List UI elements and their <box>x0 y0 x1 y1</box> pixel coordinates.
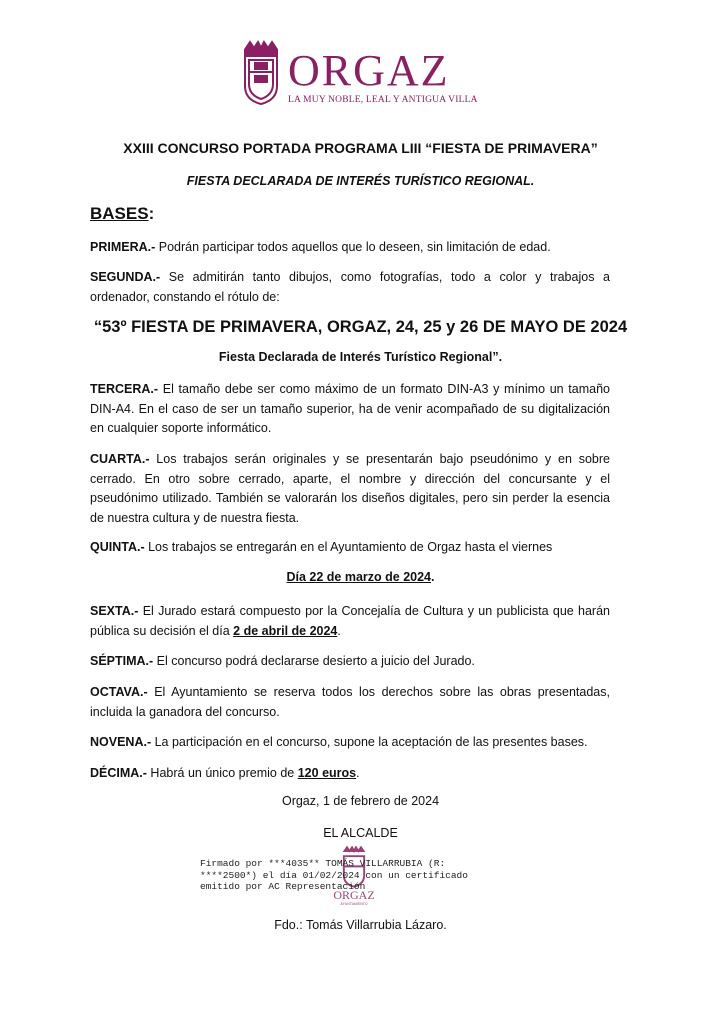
clause-novena <box>90 733 610 753</box>
document-title: XXIII CONCURSO PORTADA PROGRAMA LIII “FIESTA DE PRIMAVERA” <box>123 140 598 156</box>
clause-cuarta <box>90 450 610 528</box>
stamp-brand: ORGAZ <box>333 888 375 902</box>
clause-label: SEGUNDA.- <box>90 270 161 284</box>
decision-date: 2 de abril de 2024 <box>233 623 338 638</box>
clause-decima <box>90 764 610 784</box>
clause-text: Los trabajos se entregarán en el Ayuntamiento de Orgaz hasta el viernes <box>144 540 553 554</box>
bases-heading <box>90 204 154 224</box>
signature-line: ****2500*) el día 01/02/2024 con un certificado <box>200 869 468 881</box>
clause-text: El tamaño debe ser como máximo de un formato DIN-A3 y mínimo un tamaño DIN-A4. En el caso de ser un tamaño superior, ha de venir acompañado de su digitalización en cualquier soporte informático. <box>90 382 610 435</box>
clause-text: El concurso podrá declararse desierto a juicio del Jurado. <box>153 654 475 668</box>
logo-tagline: LA MUY NOBLE, LEAL Y ANTIGUA VILLA <box>288 95 478 105</box>
deadline-date: Día 22 de marzo de 2024 <box>286 570 432 584</box>
clause-primera <box>90 238 610 258</box>
clause-end: . <box>337 623 341 638</box>
clause-label: SÉPTIMA.- <box>90 654 154 668</box>
deadline-period: . <box>431 570 435 584</box>
clause-label: QUINTA.- <box>90 540 145 554</box>
clause-label: OCTAVA.- <box>90 685 148 699</box>
clause-quinta <box>90 538 610 558</box>
clause-label: DÉCIMA.- <box>90 766 147 780</box>
clause-label: TERCERA.- <box>90 382 159 396</box>
clause-text: Los trabajos serán originales y se presentarán bajo pseudónimo y en sobre cerrado. En otro sobre cerrado, aparte, el nombre y dirección del concursante y el pseudónimo utilizado. También se valorarán los diseños digitales, pero sin perder la esencia de nuestra cultura y de nuestra fiesta. <box>90 452 610 525</box>
clause-end: . <box>356 766 360 780</box>
rotulo-line-1: “53º FIESTA DE PRIMAVERA, ORGAZ, 24, 25 y 26 DE MAYO DE 2024 <box>93 318 628 336</box>
bases-heading-text: BASES <box>90 204 149 223</box>
digital-signature <box>200 858 500 893</box>
clause-label: NOVENA.- <box>90 735 152 749</box>
signature-line: emitido por AC Representación <box>200 881 366 892</box>
clause-text: Podrán participar todos aquellos que lo deseen, sin limitación de edad. <box>155 240 551 254</box>
orgaz-logo <box>238 40 478 110</box>
logo-brand: ORGAZ <box>288 46 450 95</box>
clause-septima <box>90 652 610 672</box>
crest-icon <box>240 40 282 106</box>
clause-text: Se admitirán tanto dibujos, como fotografías, todo a color y trabajos a ordenador, constando el rótulo de: <box>90 270 610 304</box>
clause-label: PRIMERA.- <box>90 240 156 254</box>
rotulo-line-2: Fiesta Declarada de Interés Turístico Regional”. <box>218 350 503 364</box>
clause-text: La participación en el concurso, supone la aceptación de las presentes bases. <box>151 735 588 749</box>
clause-text: El Ayuntamiento se reserva todos los derechos sobre las obras presentadas, incluida la ganadora del concurso. <box>90 685 610 719</box>
clause-text: El Jurado estará compuesto por la Concejalía de Cultura y un publicista que harán pública su decisión el día <box>90 604 610 638</box>
signer-title: EL ALCALDE <box>323 826 398 840</box>
signer-name: Fdo.: Tomás Villarrubia Lázaro. <box>274 918 447 932</box>
stamp-tag: AYUNTAMIENTO <box>340 902 368 906</box>
document-subtitle: FIESTA DECLARADA DE INTERÉS TURÍSTICO REGIONAL. <box>186 174 535 188</box>
clause-label: CUARTA.- <box>90 452 150 466</box>
deadline-line <box>0 570 721 584</box>
bases-colon: : <box>148 204 155 223</box>
clause-sexta <box>90 602 610 641</box>
clause-label: SEXTA.- <box>90 604 139 618</box>
prize-amount: 120 euros <box>297 766 357 780</box>
clause-tercera <box>90 380 610 439</box>
clause-text: Habrá un único premio de <box>146 766 298 780</box>
signature-line: Firmado por ***4035** TOMÁS VILLARRUBIA (R: <box>200 858 446 869</box>
clause-segunda <box>90 268 610 307</box>
clause-octava <box>90 683 610 722</box>
place-date: Orgaz, 1 de febrero de 2024 <box>281 794 440 808</box>
